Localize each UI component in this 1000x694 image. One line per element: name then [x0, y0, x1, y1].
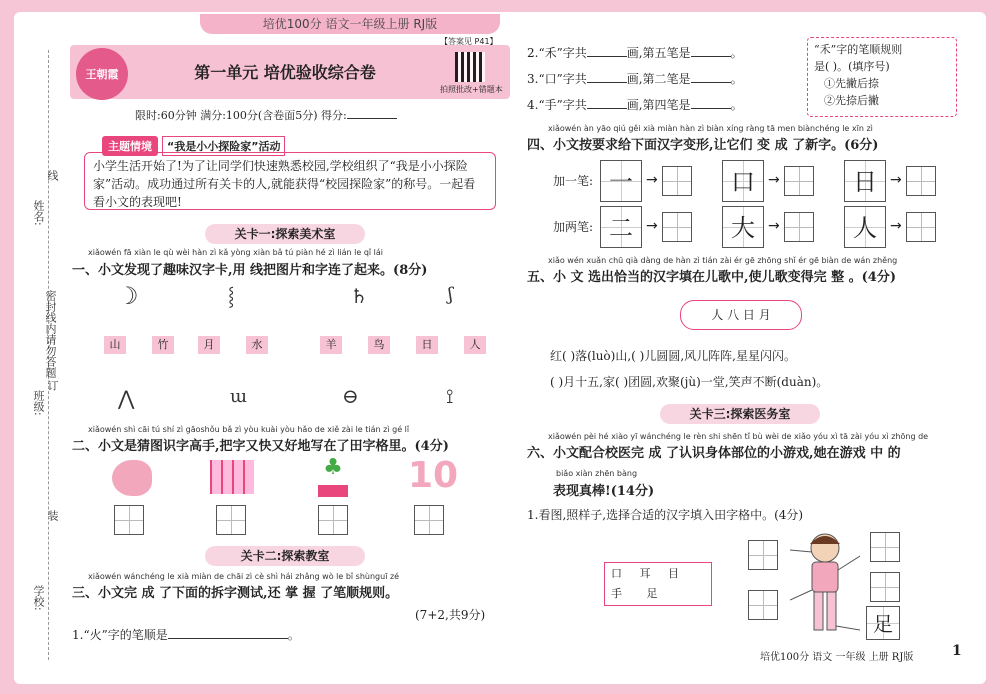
pointer-line: [836, 626, 860, 630]
page-number: 1: [952, 643, 962, 659]
q6-text-2: 表现真棒!(14分): [553, 484, 655, 499]
tian-grid[interactable]: [414, 505, 444, 535]
binding-zhuang: 装: [46, 510, 59, 521]
exam-meta: [135, 107, 397, 123]
qr-caption: 拍照批改+错题本: [440, 85, 503, 94]
binding-margin: [30, 40, 64, 670]
pictograph-sheep-icon: ⟟: [446, 384, 454, 408]
source-char-box: 人: [844, 206, 886, 248]
word-option[interactable]: 目: [667, 567, 679, 580]
stage-2-banner: 关卡二:探索教室: [205, 546, 365, 566]
char-chip[interactable]: 山: [104, 336, 126, 354]
q3-item3-text2: 画,第二笔是: [626, 72, 691, 86]
q5-pinyin: xiǎo wén xuǎn chū qià dàng de hàn zì tián zài ér gē zhōng shǐ ér gē biàn de wán zhěng: [548, 256, 898, 265]
q2-text: 二、小文是猜图识字高手,把字又快又好地写在了田字格里。(4分): [72, 439, 449, 454]
arrow-right-icon: →: [646, 172, 658, 188]
qr-code-icon[interactable]: [455, 52, 485, 82]
ten-picture: 10: [408, 455, 459, 496]
theme-story: 小学生活开始了!为了让同学们快速熟悉校园,学校组织了“我是小小探险家”活动。成功通过所有关卡的人,就能获得“校园探险家”的称号。一起看看小文的表现吧!: [84, 152, 496, 210]
source-char-box: 一: [600, 160, 642, 202]
char-chip[interactable]: 水: [246, 336, 268, 354]
class-label: 班级:: [32, 390, 45, 416]
pictograph-person-icon: ʃ: [448, 284, 453, 305]
tian-grid[interactable]: [870, 572, 900, 602]
pictograph-bamboo-icon: ɯ: [230, 386, 248, 407]
rule-line: 是( )。(填序号): [814, 60, 890, 73]
q6-text: 六、小文配合校医完 成 了认识身体部位的小游戏,她在游戏 中 的: [527, 446, 901, 461]
answer-blank[interactable]: [691, 108, 731, 109]
tian-grid[interactable]: [748, 540, 778, 570]
char-chip[interactable]: 羊: [320, 336, 342, 354]
word-option[interactable]: 耳: [639, 567, 651, 580]
girl-picture: [790, 530, 860, 640]
school-label: 学校:: [32, 585, 45, 611]
seal-note: 密封线内请勿答题: [44, 290, 57, 378]
page-footer: 培优100分 语文 一年级 上册 RJ版: [760, 652, 914, 663]
arrow-right-icon: →: [768, 218, 780, 234]
theme-name: “我是小小探险家”活动: [162, 136, 285, 156]
tian-grid[interactable]: [870, 532, 900, 562]
q2-pinyin: xiǎowén shì cāi tú shí zì gāoshǒu bǎ zì yòu kuài yòu hǎo de xiě zài le tián zì gé lǐ: [88, 425, 410, 434]
stroke-rule-box: [807, 37, 957, 117]
stage-3-banner: 关卡三:探索医务室: [660, 404, 820, 424]
answer-reference: 【答案见 P41】: [440, 37, 498, 46]
tian-grid[interactable]: [114, 505, 144, 535]
q6-pinyin: xiǎowén pèi hé xiào yī wánchéng le rèn shi shēn tǐ bù wèi de xiǎo yóu xì tā zài yóu xì zhōng de: [548, 432, 929, 441]
char-chip[interactable]: 日: [416, 336, 438, 354]
pointer-line: [790, 590, 812, 600]
arrow-right-icon: →: [768, 172, 780, 188]
q1-text: 一、小文发现了趣味汉字卡,用 线把图片和字连了起来。(8分): [72, 263, 428, 278]
char-chip[interactable]: 人: [464, 336, 486, 354]
header-strip: 培优100分 语文一年级上册 RJ版: [200, 14, 500, 34]
brand-logo: 王朝霞: [76, 48, 128, 100]
q3-item1: 1.“火”字的笔顺是 。: [72, 628, 300, 642]
answer-blank[interactable]: [691, 56, 731, 57]
word-cloud: 人 八 日 月: [680, 300, 802, 330]
tian-grid[interactable]: [318, 505, 348, 535]
tian-grid[interactable]: [216, 505, 246, 535]
q1-pinyin: xiǎowén fā xiàn le qù wèi hàn zì kǎ yòng xiàn bǎ tú piàn hé zì lián le qǐ lái: [88, 248, 384, 257]
binding-xian: 线: [46, 170, 59, 181]
word-option[interactable]: 口: [611, 567, 622, 580]
rule-option[interactable]: ①先撇后捺: [824, 77, 879, 90]
sample-answer-box: 足: [866, 606, 900, 640]
q3-pinyin: xiǎowén wánchéng le xià miàn de chāi zì cè shì hái zhǎng wò le bǐ shùnguī zé: [88, 572, 400, 581]
rule-line: “禾”字的笔顺规则: [814, 43, 903, 56]
q6-item1: 1.看图,照样子,选择合适的汉字填入田字格中。(4分): [527, 508, 804, 522]
tian-grid[interactable]: [662, 212, 692, 242]
q3-item3-text: 3.“口”字共: [527, 72, 587, 86]
q4-pinyin: xiǎowén àn yāo qiú gěi xià miàn hàn zì biàn xíng ràng tā men biànchéng le xīn zì: [548, 124, 873, 133]
row1-label: 加一笔:: [553, 174, 594, 188]
pictograph-moon-icon: ☽: [117, 282, 139, 310]
pictograph-bird-icon: ♄: [350, 284, 368, 308]
source-char-box: 大: [722, 206, 764, 248]
q3-item3: 3.“口”字共 画,第二笔是 。: [527, 72, 743, 86]
score-blank[interactable]: [347, 118, 397, 119]
tian-grid[interactable]: [784, 212, 814, 242]
word-option[interactable]: 足: [646, 587, 658, 600]
q3-item2-text2: 画,第五笔是: [626, 46, 691, 60]
answer-blank[interactable]: [587, 82, 627, 83]
arrow-right-icon: →: [890, 218, 902, 234]
source-char-box: 口: [722, 160, 764, 202]
row2-label: 加两笔:: [553, 220, 594, 234]
rule-option[interactable]: ②先捺后撇: [824, 94, 879, 107]
tian-grid[interactable]: [784, 166, 814, 196]
girl-hair: [810, 536, 840, 544]
pointer-line: [838, 556, 860, 570]
name-label: 姓名:: [32, 200, 45, 226]
plant-picture: ♣: [318, 455, 348, 497]
char-chip[interactable]: 竹: [152, 336, 174, 354]
arrow-right-icon: →: [890, 172, 902, 188]
q6-pinyin-2: biǎo xiàn zhēn bàng: [556, 469, 638, 478]
girl-leg: [814, 592, 823, 630]
stage-1-banner: 关卡一:探索美术室: [205, 224, 365, 244]
answer-blank[interactable]: [691, 82, 731, 83]
page-title: 第一单元 培优验收综合卷: [194, 63, 376, 82]
pointer-line: [790, 550, 812, 552]
q3-score: (7+2,共9分): [415, 608, 486, 622]
pictograph-sun-icon: ⊖: [342, 384, 359, 408]
q3-text: 三、小文完 成 了下面的拆字测试,还 掌 握 了笔顺规则。: [72, 586, 399, 601]
pictograph-water-icon: ⸾: [228, 286, 235, 307]
q3-item2-text: 2.“禾”字共: [527, 46, 587, 60]
source-char-box: 日: [844, 160, 886, 202]
theme-tag: 主题情境: [102, 136, 158, 156]
body-word-box: [604, 562, 712, 606]
field-picture: [210, 460, 254, 494]
char-chip[interactable]: 鸟: [368, 336, 390, 354]
girl-shirt: [812, 562, 838, 592]
pictograph-mountain-icon: ⋀: [118, 386, 135, 410]
source-char-box: 二: [600, 206, 642, 248]
q3-item1-text: 1.“火”字的笔顺是: [72, 628, 168, 642]
girl-leg: [827, 592, 836, 630]
char-chip[interactable]: 月: [198, 336, 220, 354]
tian-grid[interactable]: [906, 166, 936, 196]
q3-item4-text2: 画,第四笔是: [626, 98, 691, 112]
word-option[interactable]: 手: [611, 587, 622, 600]
meta-text: 限时:60分钟 满分:100分(含卷面5分) 得分:: [135, 109, 347, 122]
binding-ding: 订: [46, 380, 59, 391]
tian-grid[interactable]: [906, 212, 936, 242]
song-line-2[interactable]: ( )月十五,家( )团圆,欢聚(jù)一堂,笑声不断(duàn)。: [550, 375, 829, 389]
answer-blank[interactable]: [168, 638, 288, 639]
q4-text: 四、小文按要求给下面汉字变形,让它们 变 成 了新字。(6分): [527, 138, 879, 153]
q5-text: 五、小 文 选出恰当的汉字填在儿歌中,使儿歌变得完 整 。(4分): [527, 270, 896, 285]
answer-blank[interactable]: [587, 108, 627, 109]
song-line-1[interactable]: 红( )落(luò)山,( )儿圆圆,风儿阵阵,星星闪闪。: [550, 349, 796, 363]
q3-item4: 4.“手”字共 画,第四笔是 。: [527, 98, 743, 112]
tian-grid[interactable]: [662, 166, 692, 196]
q3-item2: 2.“禾”字共 画,第五笔是 。: [527, 46, 743, 60]
q3-item4-text: 4.“手”字共: [527, 98, 587, 112]
tian-grid[interactable]: [748, 590, 778, 620]
arrow-right-icon: →: [646, 218, 658, 234]
answer-blank[interactable]: [587, 56, 627, 57]
ear-picture: [112, 460, 152, 496]
